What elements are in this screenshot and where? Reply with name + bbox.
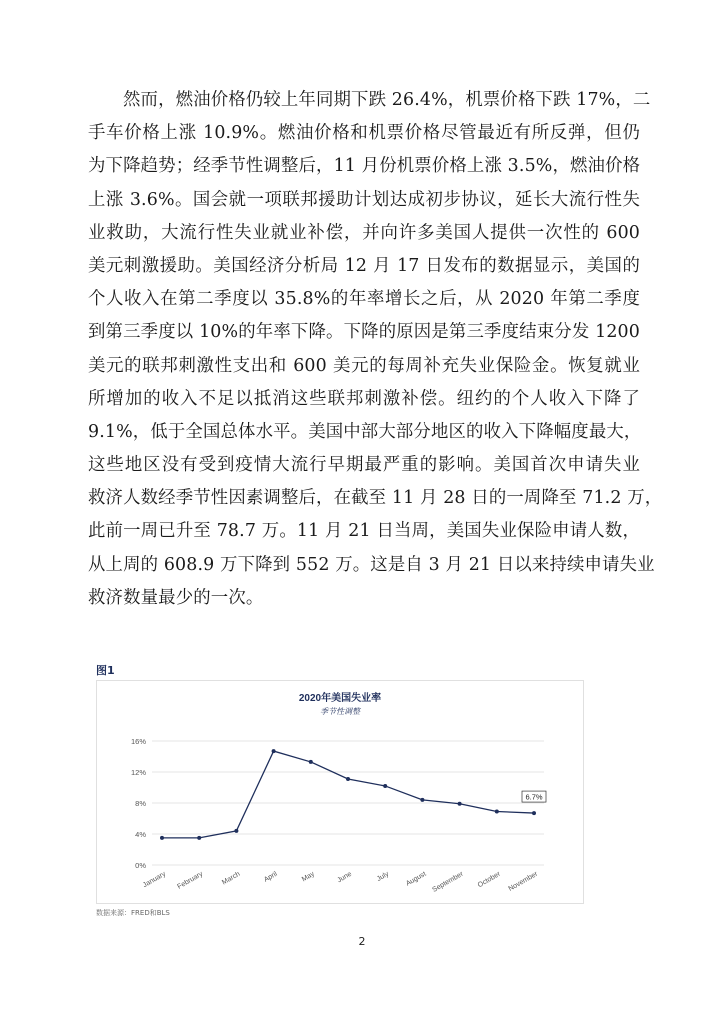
data-point — [383, 784, 387, 788]
series-line — [162, 751, 534, 838]
x-tick-label: October — [476, 870, 502, 890]
data-point — [458, 802, 462, 806]
paragraph-line: 然而，燃油价格仍较上年同期下跌 26.4%，机票价格下跌 17%，二 — [123, 90, 651, 110]
page-number: 2 — [358, 935, 366, 948]
paragraph-line: 到第三季度以 10%的年率下降。下降的原因是第三季度结束分发 1200 — [88, 322, 640, 343]
y-tick-label: 0% — [135, 861, 146, 870]
paragraph-line: 所增加的收入不足以抵消这些联邦刺激补偿。纽约的个人收入下降了 — [88, 388, 640, 409]
paragraph-line: 个人收入在第二季度以 35.8%的年率增长之后，从 2020 年第二季度 — [88, 289, 640, 310]
chart-title: 2020年美国失业率 — [298, 693, 382, 704]
paragraph-line: 从上周的 608.9 万下降到 552 万。这是自 3 月 21 日以来持续申请失业 — [88, 554, 655, 575]
x-tick-label: July — [375, 870, 391, 883]
data-point — [346, 777, 350, 781]
y-tick-label: 4% — [135, 830, 146, 839]
x-tick-label: January — [141, 870, 167, 890]
data-point — [272, 749, 276, 753]
chart-subtitle: 季节性调整 — [320, 707, 360, 716]
paragraph-line: 上涨 3.6%。国会就一项联邦援助计划达成初步协议，延长大流行性失 — [88, 189, 640, 210]
x-tick-label: September — [431, 870, 465, 894]
y-tick-label: 8% — [135, 799, 146, 808]
paragraph-line: 美元的联邦刺激性支出和 600 美元的每周补充失业保险金。恢复就业 — [88, 355, 640, 376]
paragraph-line: 业救助，大流行性失业就业补偿，并向许多美国人提供一次性的 600 — [88, 222, 640, 243]
x-tick-label: May — [300, 870, 316, 884]
data-point — [532, 811, 536, 815]
paragraph-line: 手车价格上涨 10.9%。燃油价格和机票价格尽管最近有所反弹，但仍 — [88, 123, 640, 144]
x-tick-label: June — [336, 870, 353, 885]
x-tick-label: April — [262, 870, 279, 884]
body-paragraph — [88, 84, 663, 615]
paragraph-line: 救济人数经季节性因素调整后，在截至 11 月 28 日的一周降至 71.2 万， — [88, 488, 663, 509]
x-tick-label: March — [221, 870, 242, 887]
data-point — [420, 798, 424, 802]
paragraph-line: 为下降趋势；经季节性调整后，11 月份机票价格上涨 3.5%，燃油价格 — [88, 156, 641, 177]
data-point — [197, 836, 201, 840]
paragraph-line: 此前一周已升至 78.7 万。11 月 21 日当周，美国失业保险申请人数， — [88, 521, 640, 542]
paragraph-line: 9.1%，低于全国总体水平。美国中部大部分地区的收入下降幅度最大， — [88, 421, 642, 442]
figure-label: 图1 — [96, 664, 115, 677]
paragraph-line: 这些地区没有受到疫情大流行早期最严重的影响。美国首次申请失业 — [88, 455, 640, 476]
paragraph-line: 美元刺激援助。美国经济分析局 12 月 17 日发布的数据显示，美国的 — [88, 255, 640, 276]
data-point — [160, 836, 164, 840]
annotation-label: 6.7% — [525, 792, 543, 802]
x-tick-label: August — [405, 870, 428, 888]
paragraph-line: 救济数量最少的一次。 — [88, 587, 264, 608]
x-tick-label: November — [507, 870, 539, 893]
y-tick-label: 16% — [130, 737, 146, 746]
data-point — [495, 810, 499, 814]
data-point — [309, 760, 313, 764]
data-source: 数据来源：FRED和BLS — [96, 909, 170, 917]
unemployment-chart — [96, 680, 584, 904]
y-tick-label: 12% — [130, 768, 146, 777]
x-tick-label: February — [176, 870, 205, 891]
data-point — [234, 829, 238, 833]
chart-svg — [97, 681, 583, 903]
